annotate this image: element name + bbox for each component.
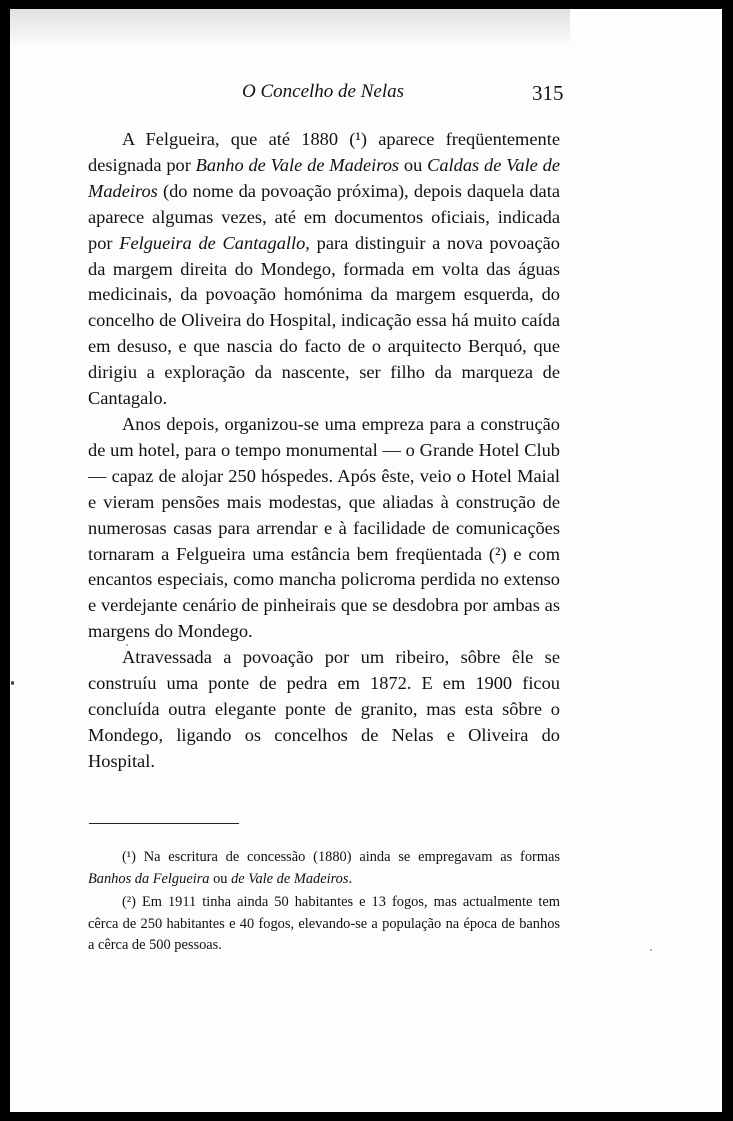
p1-italic-banho: Banho de Vale de Madeiros bbox=[195, 154, 400, 175]
body-text bbox=[88, 127, 560, 775]
p1-text-c: ou bbox=[399, 154, 428, 175]
footnote-2: (²) Em 1911 tinha ainda 50 habitantes e 13 fogos, mas actualmente tem cêrca de 250 habitantes e 40 fogos, elevando-se a população na época de banhos a cêrca de 500 pessoas. bbox=[88, 894, 560, 953]
p1-text-e: (do nome da povoação próxima), depois daquela data aparece algumas vezes, até em documentos oficiais, indicada por bbox=[88, 180, 560, 253]
running-title: O Concelho de Nelas bbox=[242, 81, 405, 102]
p1-text-g: para distinguir a nova povoação da margem direita do Mondego, formada em volta das águas medicinais, da povoação homónima da margem esquerda, do concelho de Oliveira do Hospital, indicação essa há muito caída em desuso, e que nascia do facto de o arquitecto Berquó, que dirigiu a exploração da nascente, ser filho da marqueza de Cantagalo. bbox=[88, 232, 560, 409]
p1-italic-felgueira: Felgueira de Cantagallo, bbox=[119, 232, 310, 253]
page-number: 315 bbox=[532, 81, 564, 105]
scan-speck bbox=[650, 949, 652, 951]
fn1-italic-banhos: Banhos da Felgueira bbox=[88, 870, 210, 887]
scan-speck bbox=[11, 681, 14, 685]
paragraph-1 bbox=[88, 127, 560, 412]
paragraph-2: Anos depois, organizou-se uma empreza para a construção de um hotel, para o tempo monumental — o Grande Hotel Club — capaz de alojar 250 hóspedes. Após êste, veio o Hotel Maial e vieram pensões mais modestas, que aliadas à construção de numerosas casas para arrendar e à facilidade de comunicações tornaram a Felgueira uma estância bem freqüentada (²) e com encantos especiais, como mancha policroma perdida no extenso e verdejante cenário de pinheirais que se desdobra por ambas as margens do Mondego. bbox=[88, 413, 560, 642]
scan-speck bbox=[126, 644, 128, 646]
scanned-page bbox=[10, 9, 722, 1112]
scan-smudge bbox=[10, 9, 570, 47]
fn1-text-a: (¹) Na escritura de concessão (1880) ainda se empregavam as formas bbox=[122, 849, 560, 865]
p1-italic-caldas: Caldas de Vale de Madeiros bbox=[88, 154, 561, 201]
paragraph-3: Atravessada a povoação por um ribeiro, sôbre êle se construíu uma ponte de pedra em 1872. E em 1900 ficou concluída outra elegante ponte de granito, mas esta sôbre o Mondego, ligando os concelhos de Nelas e Oliveira do Hospital. bbox=[88, 647, 560, 771]
footnote-1 bbox=[88, 847, 560, 890]
fn1-text-e: . bbox=[348, 870, 353, 887]
footnote-separator bbox=[89, 823, 239, 824]
p1-text-a: A Felgueira, que até 1880 (¹) aparece freqüentemente designada por bbox=[88, 129, 560, 175]
page-header bbox=[10, 81, 722, 111]
fn1-text-c: ou bbox=[209, 870, 232, 887]
fn1-italic-vale: de Vale de Madeiros bbox=[231, 870, 349, 887]
footnotes bbox=[88, 847, 560, 959]
